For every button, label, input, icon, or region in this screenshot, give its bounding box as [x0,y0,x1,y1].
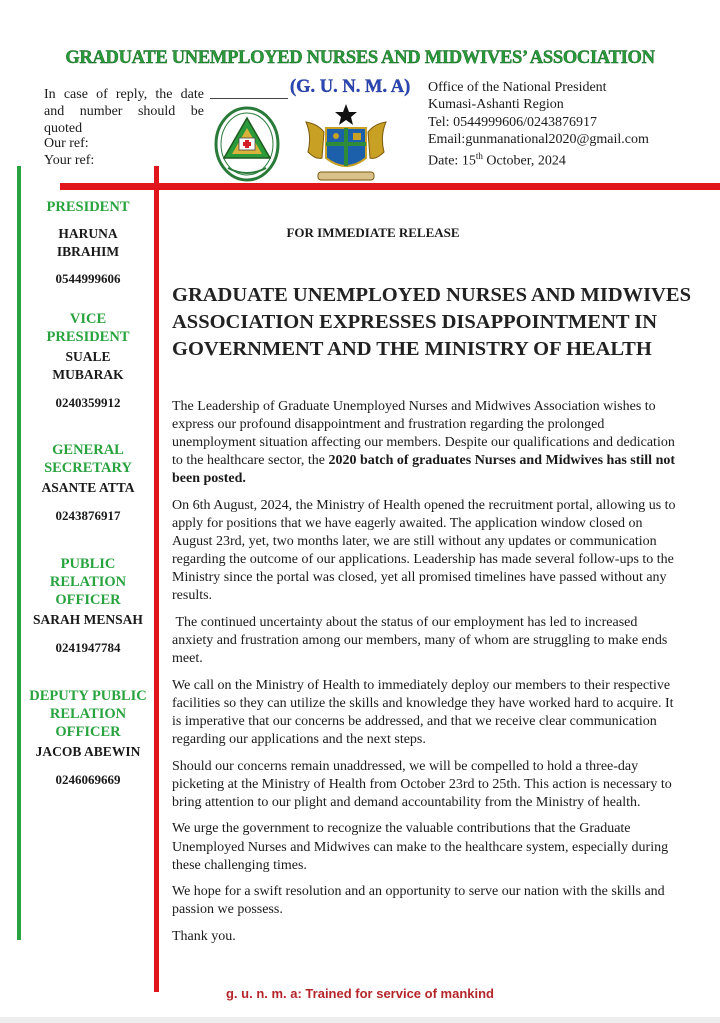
executive-name: HARUNA IBRAHIM [56,226,120,259]
closing-thanks: Thank you. [172,928,236,944]
release-label: FOR IMMEDIATE RELEASE [286,225,460,240]
header-divider-red [60,183,720,190]
date-suffix-sup: th [475,151,483,162]
executive-phone: 0241947784 [55,640,121,655]
organization-abbreviation: (G. U. N. M. A) [290,77,411,97]
executive-role: PUBLIC RELATION OFFICER [49,556,127,608]
executive-role: PRESIDENT [46,199,130,215]
organization-name: GRADUATE UNEMPLOYED NURSES AND MIDWIVES’ ASSOCIATION [65,48,655,68]
office-title: Office of the National President [428,80,607,95]
coat-of-arms-icon [300,102,392,186]
press-release-body [172,398,682,955]
reply-note: In case of reply, the date and number should be quoted [44,87,204,136]
executive-phone: 0240359912 [55,395,121,410]
body-paragraph-2: On 6th August, 2024, the Ministry of Health opened the recruitment portal, allowing us to apply for positions that we have eagerly awaited. The application window closed on August 23rd, yet, two months later, we are still without any updates or communication regarding the outcome of our applications. Leadership has made several follow-ups to the Ministry since the portal was closed, yet all promised timelines have passed without any results. [172,497,676,604]
executive-public-relation-officer [24,555,152,657]
executive-name: JACOB ABEWIN [35,744,141,759]
executive-role: DEPUTY PUBLIC RELATION OFFICER [29,688,147,740]
executives-sidebar [24,198,152,789]
executive-role: GENERAL SECRETARY [44,442,132,476]
office-address-block [428,79,649,170]
date-rest: October, 2024 [482,153,566,169]
executive-general-secretary [24,441,152,525]
executive-role: VICE PRESIDENT [46,311,130,345]
body-paragraph-3: The continued uncertainty about the status of our employment has led to increased anxiety and frustration among our members, many of whom are struggling to make ends meet. [172,615,671,667]
office-region: Kumasi-Ashanti Region [428,97,564,113]
executive-name: ASANTE ATTA [41,480,135,495]
page-bottom-band [0,1017,720,1023]
our-ref-label: Our ref: [44,136,89,151]
body-paragraph-6: We urge the government to recognize the valuable contributions that the Graduate Unemployed Nurses and Midwives can make to the healthcare system, especially during these challenging times. [172,821,669,873]
footer-motto: g. u. n. m. a: Trained for service of mankind [225,986,494,1001]
executive-name: SUALE MUBARAK [52,349,124,382]
body-paragraph-7: We hope for a swift resolution and an opportunity to serve our nation with the skills and passion we possess. [172,884,665,918]
reply-rule-line [210,98,288,99]
body-paragraph-4: We call on the Ministry of Health to immediately deploy our members to their respective facilities so they can utilize the skills and knowledge they have worked hard to acquire. It is imperative that our concerns be addressed, and that we receive clear communication regarding our applications and the next steps. [172,677,674,748]
association-logo-icon [212,104,282,186]
executive-phone: 0246069669 [55,772,121,787]
paragraph-bold-text: 2020 batch of graduates Nurses and Midwives has still not been posted. [172,453,676,487]
body-paragraph-1 [172,398,682,488]
executive-president [24,198,152,288]
executive-name: SARAH MENSAH [33,612,143,627]
paragraph-text: The Leadership of Graduate Unemployed Nurses and Midwives Association wishes to express our profound disappointment and frustration regarding the prolonged unemployment situation affecting our members. Despite our qualifications and dedication to the healthcare sector, the [172,399,675,469]
sidebar-border-green [17,166,21,940]
press-release-headline: GRADUATE UNEMPLOYED NURSES AND MIDWIVES ASSOCIATION EXPRESSES DISAPPOINTMENT IN GOVERNMENT AND THE MINISTRY OF HEALTH [172,284,692,360]
date-prefix: Date: 15 [428,153,476,169]
sidebar-divider-red [154,166,159,992]
body-paragraph-5: Should our concerns remain unaddressed, we will be compelled to hold a three-day picketing at the Ministry of Health from October 23rd to 25th. This action is necessary to bring attention to our plight and demand accountability from the Ministry of health. [172,758,672,810]
executive-phone: 0544999606 [55,271,121,286]
letter-date [428,148,649,170]
executive-deputy-public-relation-officer [24,687,152,789]
office-email: Email:gunmanational2020@gmail.com [428,131,649,147]
office-telephone: Tel: 0544999606/0243876917 [428,114,597,130]
executive-vice-president [24,310,152,412]
your-ref-label: Your ref: [44,153,95,168]
executive-phone: 0243876917 [55,508,121,523]
